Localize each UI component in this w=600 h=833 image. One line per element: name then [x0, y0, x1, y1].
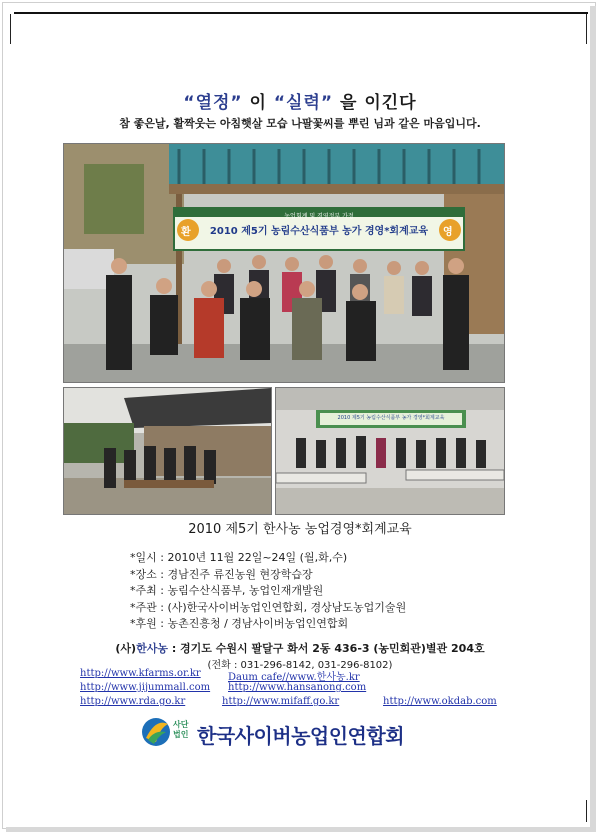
- link-daum-cafe[interactable]: Daum cafe//www.한사농.kr: [228, 672, 360, 683]
- banner-right-char: 영: [443, 227, 453, 238]
- link-mifaff[interactable]: http://www.mifaff.go.kr: [222, 696, 340, 707]
- headline-word-skill: “실력”: [273, 93, 334, 113]
- subline: 참 좋은날, 활짝웃는 아침햇살 모습 나팔꽃씨를 뿌린 님과 같은 마음입니다.: [119, 117, 481, 130]
- info-row-date: *일시 : 2010년 11월 22일~24일 (월,화,수): [130, 551, 348, 564]
- link-jijummall[interactable]: http://www.jijummall.com: [80, 682, 211, 693]
- headline-word-passion: “열정”: [183, 93, 243, 113]
- org-prefix: (사): [115, 642, 137, 655]
- group-photo: [63, 143, 505, 383]
- headline-end: 을 이긴다: [333, 93, 417, 113]
- info-value: (사)한국사이버농업인연합회, 경상남도농업기술원: [167, 600, 407, 614]
- info-label: *일시: [130, 551, 157, 564]
- info-label: *장소: [130, 567, 157, 581]
- org-logo: [140, 714, 440, 750]
- info-label: *주최: [130, 584, 157, 597]
- link-hansanong[interactable]: http://www.hansanong.com: [228, 682, 367, 693]
- banner-top-text: 농업회계 및 경영정부 가정: [284, 213, 354, 220]
- info-value: 농림수산식품부, 농업인재개발원: [167, 584, 324, 597]
- link-rda[interactable]: http://www.rda.go.kr: [80, 696, 186, 707]
- crop-mark: [10, 14, 11, 44]
- banner-left-char: 환: [181, 227, 191, 238]
- link-okdab[interactable]: http://www.okdab.com: [383, 696, 497, 707]
- info-label: *주관: [130, 600, 157, 614]
- org-address: [0, 640, 600, 656]
- logo-sub-text: 사단 법인: [173, 720, 189, 739]
- top-rule: [14, 12, 588, 14]
- banner-main-text: 2010 제5기 농림수산식품부 농가 경영*회계교육: [209, 226, 429, 237]
- org-name: 한사농: [136, 642, 168, 655]
- info-row-host: *주최 : 농림수산식품부, 농업인재개발원: [130, 584, 324, 597]
- link-kfarms[interactable]: http://www.kfarms.or.kr: [80, 668, 201, 679]
- info-row-organizer: *주관 : (사)한국사이버농업인연합회, 경상남도농업기술원: [130, 600, 407, 614]
- logo-name: 한국사이버농업인연합회: [197, 724, 405, 748]
- org-phone: (전화 : 031-296-8142, 031-296-8102): [207, 660, 393, 671]
- headline: [0, 88, 600, 113]
- classroom-photo: [275, 387, 505, 515]
- crop-mark: [586, 14, 587, 44]
- outdoor-photo-illustration: [64, 388, 271, 514]
- room-banner-text: 2010 제5기 농림수산식품부 농가 경영*회계교육: [337, 415, 445, 421]
- logo-mark-icon: [140, 714, 172, 748]
- group-photo-illustration: [64, 144, 504, 382]
- info-row-sponsor: *후원 : 농촌진흥청 / 경남사이버농업인연합회: [130, 617, 349, 630]
- photo-caption: 2010 제5기 한사농 농업경영*회계교육: [188, 522, 412, 537]
- outdoor-photo: [63, 387, 272, 515]
- event-info: [130, 550, 406, 633]
- info-row-place: *장소 : 경남진주 류진농원 현장학습장: [130, 567, 313, 581]
- info-label: *후원: [130, 617, 157, 630]
- classroom-photo-illustration: [276, 388, 504, 514]
- crop-mark: [586, 800, 587, 822]
- page-shadow-bottom: [6, 827, 596, 832]
- info-value: 농촌진흥청 / 경남사이버농업인연합회: [167, 617, 349, 630]
- info-value: 2010년 11월 22일~24일 (월,화,수): [167, 551, 348, 564]
- info-value: 경남진주 류진농원 현장학습장: [167, 567, 313, 581]
- org-address-text: : 경기도 수원시 팔달구 화서 2동 436-3 (농민회관)별관 204호: [167, 642, 485, 655]
- headline-mid: 이: [242, 93, 274, 113]
